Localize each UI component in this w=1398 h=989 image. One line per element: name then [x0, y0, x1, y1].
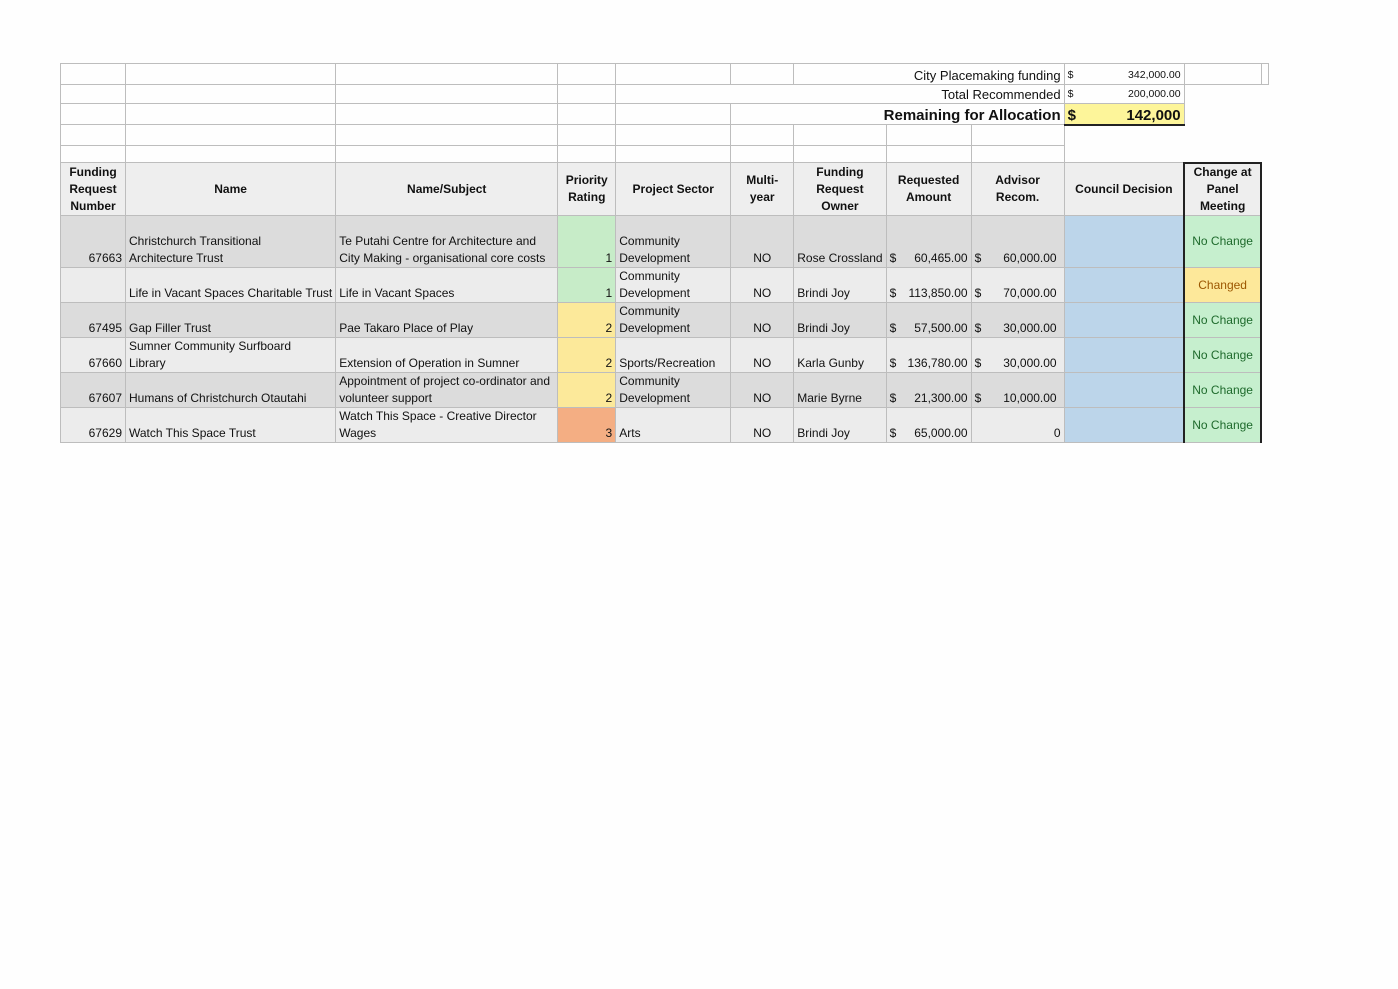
owner-cell[interactable]: Karla Gunby — [794, 338, 886, 373]
currency: $ — [889, 426, 897, 440]
owner-cell[interactable]: Rose Crossland — [794, 216, 886, 268]
council-decision-cell[interactable] — [1064, 268, 1184, 303]
priority-cell[interactable]: 1 — [558, 216, 616, 268]
sector-line-2: Development — [619, 321, 690, 335]
requested-cell[interactable] — [886, 216, 971, 268]
empty-cell[interactable] — [126, 146, 336, 163]
advisor-cell[interactable] — [971, 338, 1064, 373]
name-line-2: Watch This Space Trust — [129, 426, 256, 440]
empty-cell — [1064, 146, 1184, 163]
subject-cell[interactable] — [336, 373, 558, 408]
sector-line-2: Development — [619, 391, 690, 405]
header-subject[interactable]: Name/Subject — [336, 163, 558, 216]
name-cell[interactable] — [126, 373, 336, 408]
subject-line-2: Wages — [339, 426, 377, 440]
currency: $ — [889, 356, 897, 370]
currency: $ — [889, 251, 897, 265]
change-cell[interactable]: No Change — [1184, 408, 1261, 443]
empty-cell[interactable] — [336, 104, 558, 125]
empty-cell[interactable] — [126, 125, 336, 146]
amount: 136,780.00 — [907, 356, 968, 370]
empty-cell[interactable] — [558, 146, 616, 163]
empty-cell[interactable] — [731, 64, 794, 85]
sector-cell[interactable] — [616, 408, 731, 443]
owner-cell[interactable]: Marie Byrne — [794, 373, 886, 408]
subject-line-1: Te Putahi Centre for Architecture and — [339, 234, 537, 248]
sector-line-1: Community — [619, 234, 680, 248]
sector-line-2: Development — [619, 251, 690, 265]
currency: $ — [889, 286, 897, 300]
amount: 30,000.00 — [1003, 356, 1057, 370]
name-line-2: Architecture Trust — [129, 251, 224, 265]
recommended-value[interactable] — [1064, 85, 1184, 104]
header-council[interactable]: Council Decision — [1064, 163, 1184, 216]
advisor-cell[interactable] — [971, 303, 1064, 338]
empty-cell[interactable] — [126, 64, 336, 85]
subject-line-2: Pae Takaro Place of Play — [339, 321, 474, 335]
empty-cell[interactable] — [616, 125, 731, 146]
change-cell[interactable]: No Change — [1184, 216, 1261, 268]
funding-label[interactable]: City Placemaking funding — [794, 64, 1064, 85]
council-decision-cell[interactable] — [1064, 408, 1184, 443]
empty-cell[interactable] — [886, 146, 971, 163]
currency: $ — [974, 251, 982, 265]
sector-line-1: Community — [619, 269, 680, 283]
empty-cell[interactable] — [1184, 64, 1261, 85]
empty-cell[interactable] — [61, 104, 126, 125]
priority-cell[interactable]: 1 — [558, 268, 616, 303]
empty-cell[interactable] — [886, 125, 971, 146]
multi-year-cell[interactable]: NO — [731, 408, 794, 443]
currency: $ — [889, 391, 897, 405]
empty-cell[interactable] — [336, 85, 558, 104]
empty-cell[interactable] — [731, 125, 794, 146]
multi-year-cell[interactable]: NO — [731, 338, 794, 373]
council-decision-cell[interactable] — [1064, 303, 1184, 338]
name-line-2: Library — [129, 356, 166, 370]
owner-cell[interactable]: Brindi Joy — [794, 408, 886, 443]
name-line-2: Gap Filler Trust — [129, 321, 212, 335]
empty-cell[interactable] — [558, 85, 616, 104]
request-number-cell[interactable] — [61, 268, 126, 303]
subject-cell[interactable] — [336, 216, 558, 268]
funding-value[interactable] — [1064, 64, 1184, 85]
requested-cell[interactable] — [886, 408, 971, 443]
subject-line-2: Life in Vacant Spaces — [339, 286, 455, 300]
sector-line-2: Arts — [619, 426, 641, 440]
multi-year-cell[interactable]: NO — [731, 268, 794, 303]
amount: 21,300.00 — [914, 391, 968, 405]
header-owner[interactable]: Funding Request Owner — [794, 163, 886, 216]
remaining-value[interactable] — [1064, 104, 1184, 125]
empty-cell[interactable] — [558, 64, 616, 85]
subject-line-1: Appointment of project co-ordinator and — [339, 374, 551, 388]
name-line-1: Sumner Community Surfboard — [129, 339, 292, 353]
empty-cell — [1261, 85, 1268, 104]
header-priority[interactable]: Priority Rating — [558, 163, 616, 216]
empty-cell[interactable] — [616, 64, 731, 85]
sector-line-2: Development — [619, 286, 690, 300]
header-advisor[interactable]: Advisor Recom. — [971, 163, 1064, 216]
subject-cell[interactable] — [336, 408, 558, 443]
subject-line-2: City Making - organisational core costs — [339, 251, 546, 265]
empty-cell[interactable] — [971, 125, 1064, 146]
table-row — [61, 303, 1269, 338]
sector-cell[interactable] — [616, 338, 731, 373]
spreadsheet — [60, 63, 1269, 443]
recommended-amount: 200,000.00 — [1128, 88, 1181, 100]
owner-cell[interactable]: Brindi Joy — [794, 303, 886, 338]
header-sector[interactable]: Project Sector — [616, 163, 731, 216]
requested-cell[interactable] — [886, 268, 971, 303]
name-line-2: Humans of Christchurch Otautahi — [129, 391, 307, 405]
advisor-cell[interactable] — [971, 373, 1064, 408]
subject-cell[interactable] — [336, 303, 558, 338]
empty-cell — [1184, 146, 1261, 163]
council-decision-cell[interactable] — [1064, 373, 1184, 408]
council-decision-cell[interactable] — [1064, 338, 1184, 373]
empty-cell[interactable] — [558, 104, 616, 125]
header-multi-year[interactable]: Multi-year — [731, 163, 794, 216]
table-row — [61, 216, 1269, 268]
sector-cell[interactable] — [616, 373, 731, 408]
request-number-cell[interactable]: 67629 — [61, 408, 126, 443]
priority-cell[interactable]: 2 — [558, 373, 616, 408]
recommended-label[interactable]: Total Recommended — [616, 85, 1064, 104]
funding-amount: 342,000.00 — [1128, 69, 1181, 81]
sector-line-2: Sports/Recreation — [619, 356, 716, 370]
multi-year-cell[interactable]: NO — [731, 303, 794, 338]
multi-year-cell[interactable]: NO — [731, 216, 794, 268]
empty-cell[interactable] — [336, 64, 558, 85]
currency: $ — [974, 321, 982, 335]
empty-cell[interactable] — [1261, 64, 1268, 85]
empty-cell[interactable] — [61, 64, 126, 85]
table-row — [61, 373, 1269, 408]
change-cell[interactable]: No Change — [1184, 338, 1261, 373]
sector-cell[interactable] — [616, 268, 731, 303]
request-number-cell[interactable]: 67607 — [61, 373, 126, 408]
empty-cell[interactable] — [61, 85, 126, 104]
amount: 30,000.00 — [1003, 321, 1057, 335]
name-line-2: Life in Vacant Spaces Charitable Trust — [129, 286, 333, 300]
subject-line-2: Extension of Operation in Sumner — [339, 356, 520, 370]
empty-cell[interactable] — [61, 146, 126, 163]
amount: 60,000.00 — [1003, 251, 1057, 265]
name-cell[interactable] — [126, 216, 336, 268]
empty-cell[interactable] — [794, 146, 886, 163]
priority-cell[interactable]: 2 — [558, 338, 616, 373]
remaining-currency: $ — [1067, 106, 1076, 124]
name-line-1: Christchurch Transitional — [129, 234, 262, 248]
empty-cell[interactable] — [336, 146, 558, 163]
change-cell[interactable]: Changed — [1184, 268, 1261, 303]
request-number-cell[interactable]: 67495 — [61, 303, 126, 338]
priority-cell[interactable]: 3 — [558, 408, 616, 443]
requested-cell[interactable] — [886, 303, 971, 338]
table-row — [61, 268, 1269, 303]
sector-cell[interactable] — [616, 303, 731, 338]
funding-table — [60, 63, 1269, 443]
currency: $ — [974, 286, 982, 300]
empty-cell[interactable] — [731, 146, 794, 163]
subject-cell[interactable] — [336, 338, 558, 373]
empty-cell[interactable] — [794, 125, 886, 146]
amount: 113,850.00 — [908, 286, 968, 300]
subject-line-1: Watch This Space - Creative Director — [339, 409, 537, 423]
table-row — [61, 408, 1269, 443]
name-cell[interactable] — [126, 268, 336, 303]
amount: 65,000.00 — [914, 426, 968, 440]
requested-cell[interactable] — [886, 373, 971, 408]
currency: $ — [974, 356, 982, 370]
subject-cell[interactable] — [336, 268, 558, 303]
empty-cell[interactable] — [558, 125, 616, 146]
empty-cell[interactable] — [336, 125, 558, 146]
remaining-label[interactable]: Remaining for Allocation — [731, 104, 1064, 125]
priority-cell[interactable]: 2 — [558, 303, 616, 338]
funding-currency: $ — [1067, 69, 1074, 81]
subject-line-2: volunteer support — [339, 391, 432, 405]
remaining-amount: 142,000 — [1126, 106, 1181, 124]
name-cell[interactable] — [126, 408, 336, 443]
name-cell[interactable] — [126, 303, 336, 338]
amount: 0 — [1053, 426, 1061, 440]
name-cell[interactable] — [126, 338, 336, 373]
advisor-cell[interactable] — [971, 216, 1064, 268]
empty-cell — [1184, 85, 1261, 104]
currency: $ — [889, 321, 897, 335]
empty-cell — [1184, 104, 1261, 125]
advisor-cell[interactable] — [971, 268, 1064, 303]
change-cell[interactable]: No Change — [1184, 303, 1261, 338]
multi-year-cell[interactable]: NO — [731, 373, 794, 408]
header-name[interactable]: Name — [126, 163, 336, 216]
header-request-number[interactable]: Funding Request Number — [61, 163, 126, 216]
header-change[interactable]: Change at Panel Meeting — [1184, 163, 1261, 216]
sector-line-1: Community — [619, 304, 680, 318]
empty-cell[interactable] — [616, 146, 731, 163]
recommended-currency: $ — [1067, 88, 1074, 100]
requested-cell[interactable] — [886, 338, 971, 373]
council-decision-cell[interactable] — [1064, 216, 1184, 268]
empty-cell — [1184, 125, 1261, 146]
amount: 60,465.00 — [914, 251, 968, 265]
empty-cell[interactable] — [126, 85, 336, 104]
request-number-cell[interactable]: 67660 — [61, 338, 126, 373]
sector-line-1: Community — [619, 374, 680, 388]
empty-cell — [1261, 104, 1268, 125]
currency: $ — [974, 391, 982, 405]
header-requested[interactable]: Requested Amount — [886, 163, 971, 216]
owner-cell[interactable]: Brindi Joy — [794, 268, 886, 303]
empty-cell[interactable] — [971, 146, 1064, 163]
amount: 57,500.00 — [914, 321, 968, 335]
table-row — [61, 338, 1269, 373]
request-number-cell[interactable]: 67663 — [61, 216, 126, 268]
empty-cell[interactable] — [126, 104, 336, 125]
empty-cell[interactable] — [61, 125, 126, 146]
empty-cell[interactable] — [616, 104, 731, 125]
sector-cell[interactable] — [616, 216, 731, 268]
amount: 10,000.00 — [1003, 391, 1057, 405]
advisor-cell[interactable] — [971, 408, 1064, 443]
amount: 70,000.00 — [1003, 286, 1057, 300]
empty-cell — [1064, 125, 1184, 146]
change-cell[interactable]: No Change — [1184, 373, 1261, 408]
